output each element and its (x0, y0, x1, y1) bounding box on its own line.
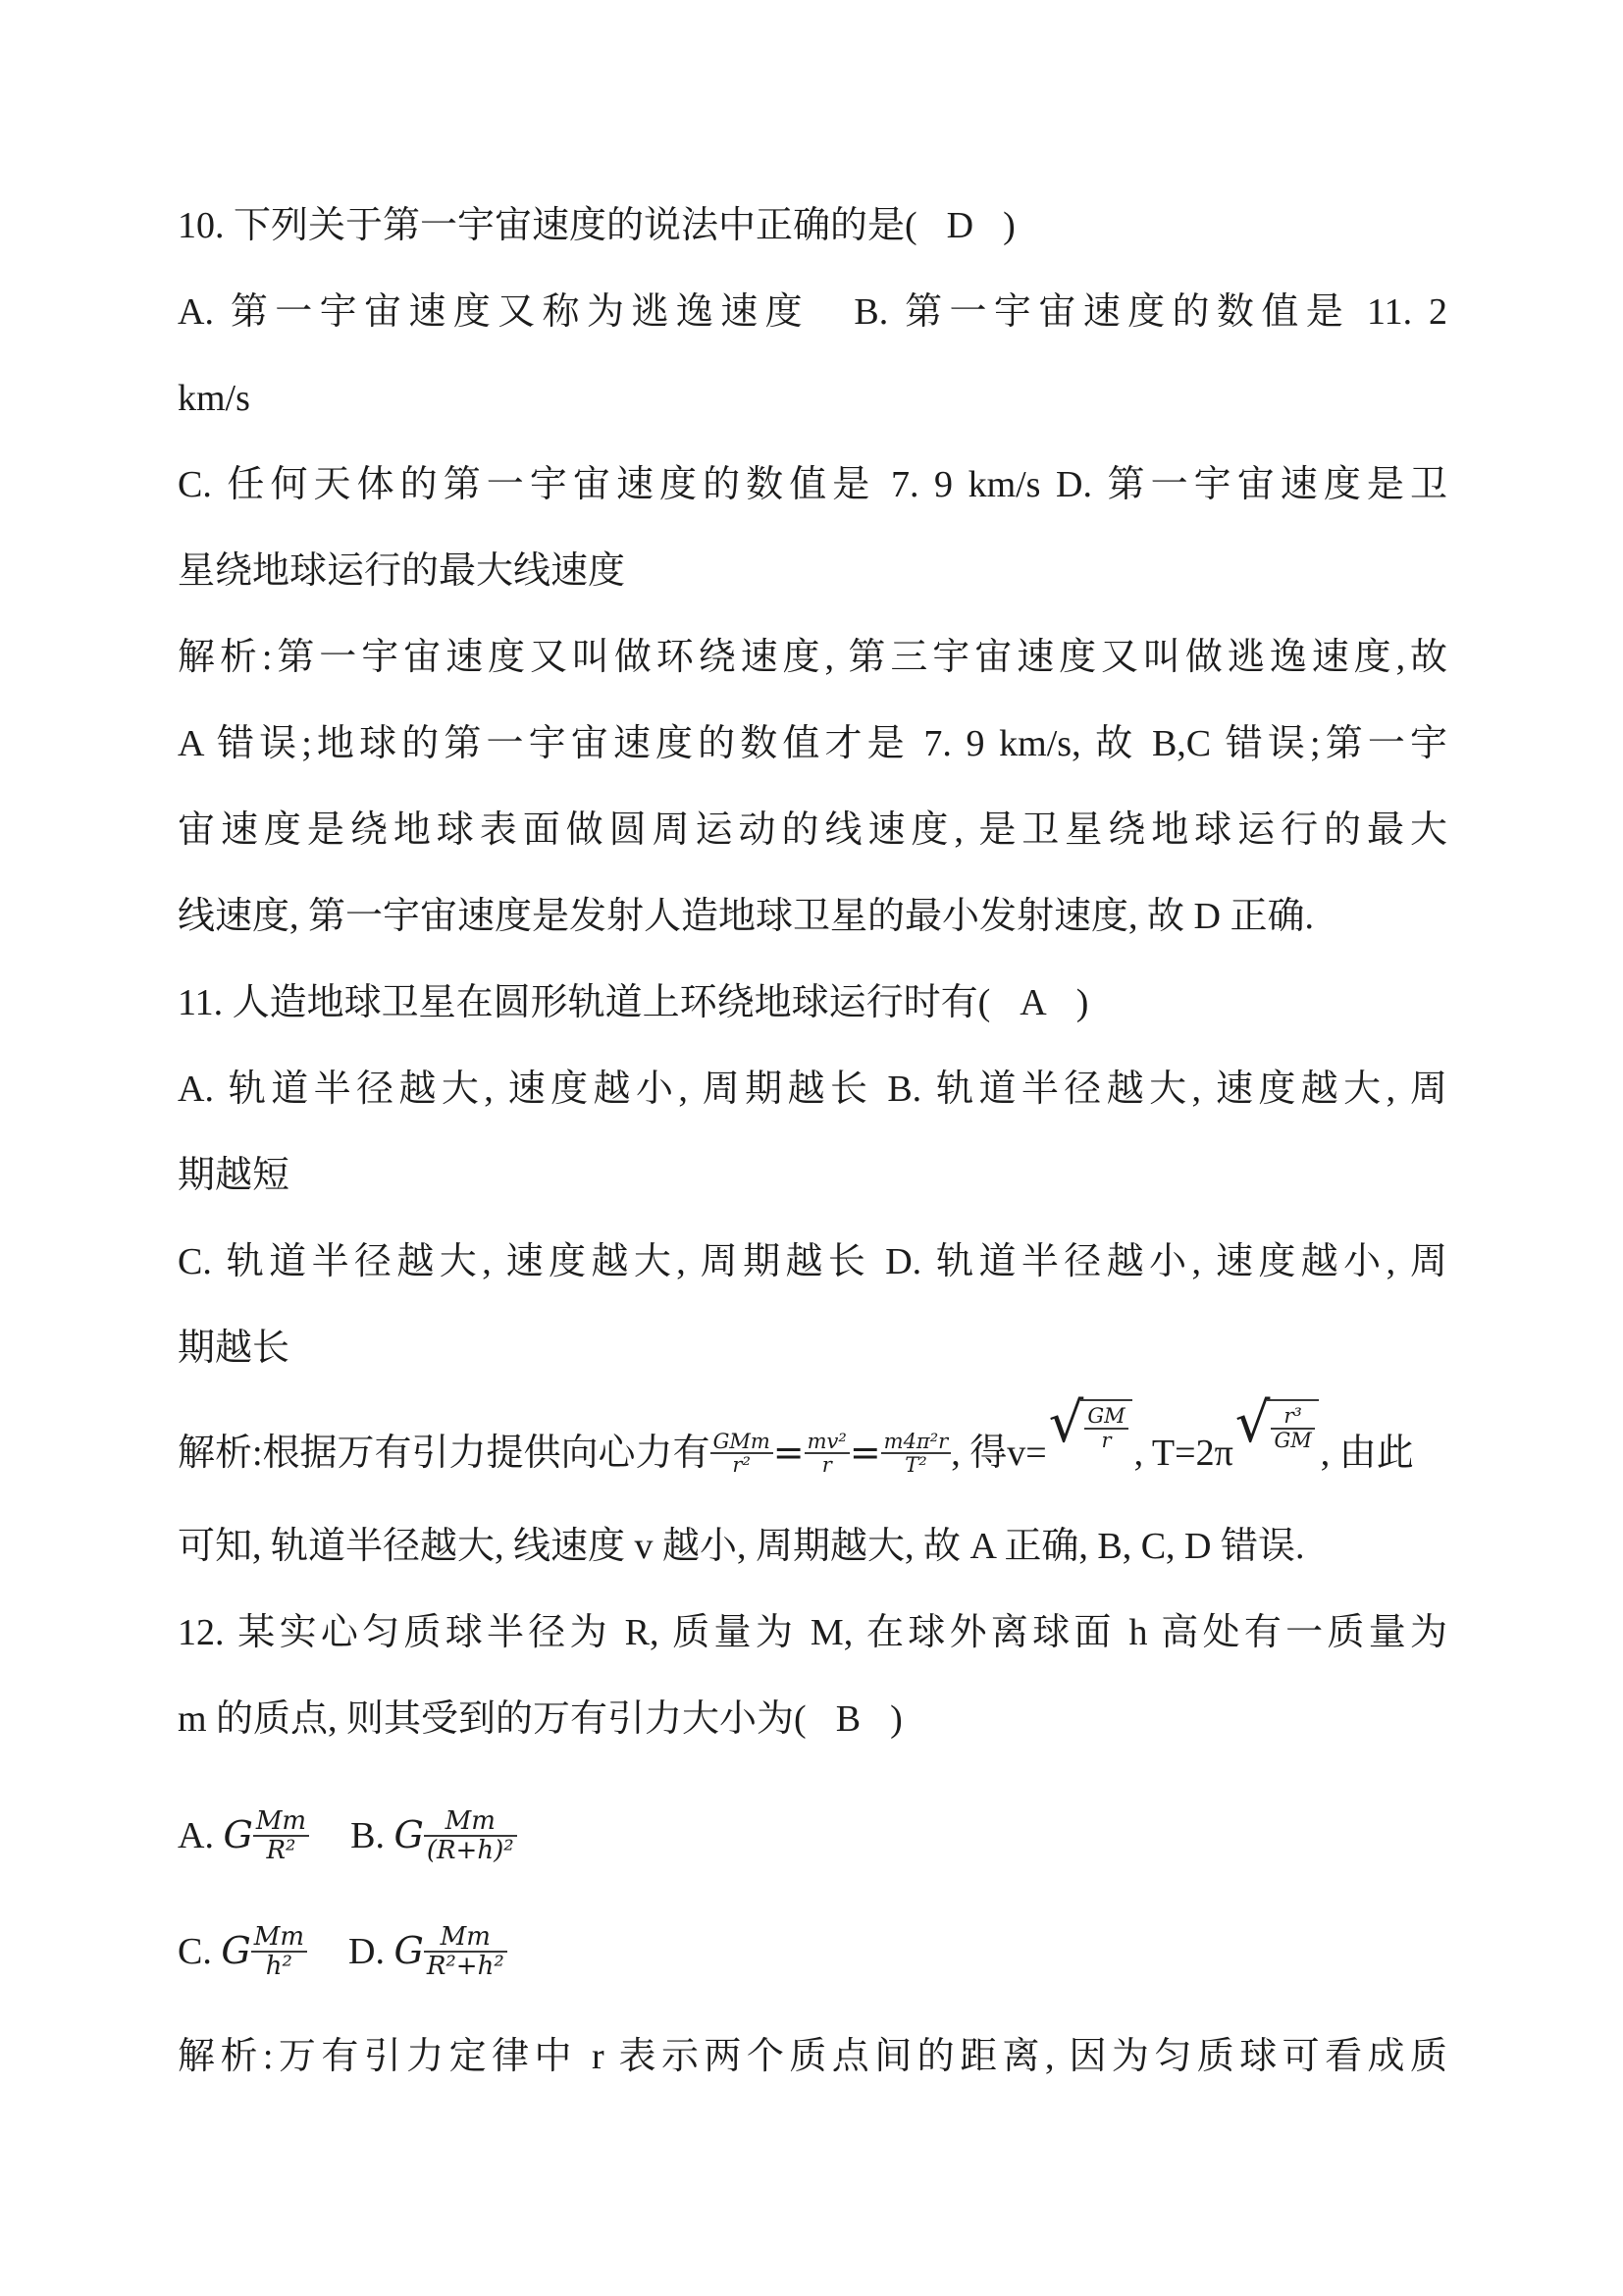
q11-stem-line (178, 960, 1447, 1046)
q12-stem-1: 12. 某实心匀质球半径为 R, 质量为 M, 在球外离球面 h 高处有一质量为 (178, 1612, 1447, 1653)
q11-seg-end: , 由此 (1320, 1433, 1414, 1474)
q11-options-cd-cont-line (178, 1305, 1447, 1391)
fraction-option-a: $\frac{Mm}{\text{R²}}$ (253, 1807, 309, 1864)
q10-options-ab-line (178, 269, 1447, 355)
sqrt-radical-T (1234, 1391, 1319, 1507)
q11-stem-close: ) (1075, 982, 1089, 1023)
q10-options-cd-line (178, 442, 1447, 528)
fraction-option-c: $\frac{Mm}{\text{h²}}$ (251, 1923, 307, 1980)
q11-options-ab-text: A. 轨道半径越大, 速度越小, 周期越长 B. 轨道半径越大, 速度越大, 周 (178, 1069, 1447, 1110)
q12-option-c-label: C. (178, 1931, 212, 1972)
q12-options-cd-line (178, 1898, 1447, 2004)
equals-sign: = (772, 1431, 805, 1474)
fraction-centripetal-v: $\frac{\text{mv²}}{r}$ (805, 1431, 850, 1477)
q12-option-a-label: A. (178, 1815, 214, 1856)
q11-seg-get-v: , 得v= (951, 1433, 1047, 1474)
q10-stem-text: 10. 下列关于第一宇宙速度的说法中正确的是( (178, 205, 917, 246)
gravitational-constant: G (221, 1929, 251, 1972)
q11-analysis-line-2 (178, 1503, 1447, 1590)
q10-options-cd-text: C. 任何天体的第一宇宙速度的数值是 7. 9 km/s D. 第一宇宙速度是卫 (178, 464, 1447, 505)
q10-analysis-line-4 (178, 873, 1447, 960)
fraction-centripetal-T: $\frac{\text{m4π²r}}{\text{T²}}$ (881, 1431, 952, 1477)
q10-analysis-1: 解析:第一宇宙速度又叫做环绕速度, 第三宇宙速度又叫做逃逸速度,故 (178, 637, 1447, 678)
q12-stem-2: m 的质点, 则其受到的万有引力大小为( (178, 1698, 807, 1740)
q12-analysis-line-1 (178, 2013, 1447, 2100)
q11-options-cd-text: C. 轨道半径越大, 速度越大, 周期越长 D. 轨道半径越小, 速度越小, 周 (178, 1241, 1447, 1282)
q12-stem-line-2 (178, 1676, 1447, 1762)
q10-option-d-cont: 星绕地球运行的最大线速度 (178, 550, 626, 592)
q12-stem-line-1 (178, 1590, 1447, 1676)
q10-options-cd-cont-line (178, 528, 1447, 614)
fraction-gravity: $\frac{\text{GMm}}{\text{r²}}$ (710, 1431, 773, 1477)
q10-option-b-unit: km/s (178, 378, 250, 419)
q12-options-ab-line (178, 1782, 1447, 1888)
q10-analysis-2: A 错误;地球的第一宇宙速度的数值才是 7. 9 km/s, 故 B,C 错误;第一宇 (178, 723, 1447, 764)
q12-option-b-label: B. (350, 1815, 385, 1856)
q11-options-ab-line (178, 1046, 1447, 1132)
q11-options-ab-cont-line (178, 1132, 1447, 1219)
q11-answer: A (1020, 982, 1047, 1023)
q10-analysis-line-1 (178, 614, 1447, 701)
fraction-option-d: $\frac{Mm}{\text{R²+h²}}$ (424, 1923, 507, 1980)
radical-sign-icon: √ (1234, 1391, 1271, 1456)
radical-sign-icon: √ (1048, 1391, 1084, 1456)
q12-stem-close: ) (890, 1698, 903, 1740)
q11-analysis-prefix: 解析:根据万有引力提供向心力有 (178, 1433, 710, 1474)
q10-analysis-3: 宙速度是绕地球表面做圆周运动的线速度, 是卫星绕地球运行的最大 (178, 809, 1447, 851)
q11-seg-T: , T=2π (1133, 1433, 1233, 1474)
q10-stem-line (178, 183, 1447, 269)
gravitational-constant: G (393, 1813, 424, 1856)
q10-stem-close: ) (1003, 205, 1016, 246)
q11-analysis-formula-line (178, 1391, 1447, 1503)
q11-stem-text: 11. 人造地球卫星在圆形轨道上环绕地球运行时有( (178, 982, 991, 1023)
q11-analysis-2: 可知, 轨道半径越大, 线速度 v 越小, 周期越大, 故 A 正确, B, C, D 错误. (178, 1526, 1305, 1567)
q10-options-ab-text: A. 第一宇宙速度又称为逃逸速度 B. 第一宇宙速度的数值是 11. 2 (178, 291, 1447, 333)
sqrt-radical-v (1048, 1391, 1132, 1507)
q10-analysis-4: 线速度, 第一宇宙速度是发射人造地球卫星的最小发射速度, 故 D 正确. (178, 896, 1314, 937)
q10-answer: D (946, 205, 974, 246)
worksheet-content (178, 183, 1447, 2100)
equals-sign: = (849, 1431, 881, 1474)
gravitational-constant: G (223, 1813, 253, 1856)
q11-options-cd-line (178, 1219, 1447, 1305)
q12-analysis-1: 解析:万有引力定律中 r 表示两个质点间的距离, 因为匀质球可看成质 (178, 2036, 1447, 2077)
q12-option-d-label: D. (348, 1931, 385, 1972)
q10-options-ab-cont-line (178, 355, 1447, 442)
fraction-r3-over-GM: $\frac{\text{r³}}{GM}$ (1271, 1405, 1314, 1451)
gravitational-constant: G (393, 1929, 424, 1972)
q10-analysis-line-3 (178, 787, 1447, 873)
fraction-option-b: $\frac{Mm}{\text{(R+h)²}}$ (424, 1807, 517, 1864)
q10-analysis-line-2 (178, 701, 1447, 787)
fraction-GM-over-r: $\frac{GM}{r}$ (1084, 1405, 1127, 1451)
q11-option-b-cont: 期越短 (178, 1155, 290, 1196)
q12-answer: B (835, 1698, 862, 1740)
q11-option-d-cont: 期越长 (178, 1328, 290, 1369)
